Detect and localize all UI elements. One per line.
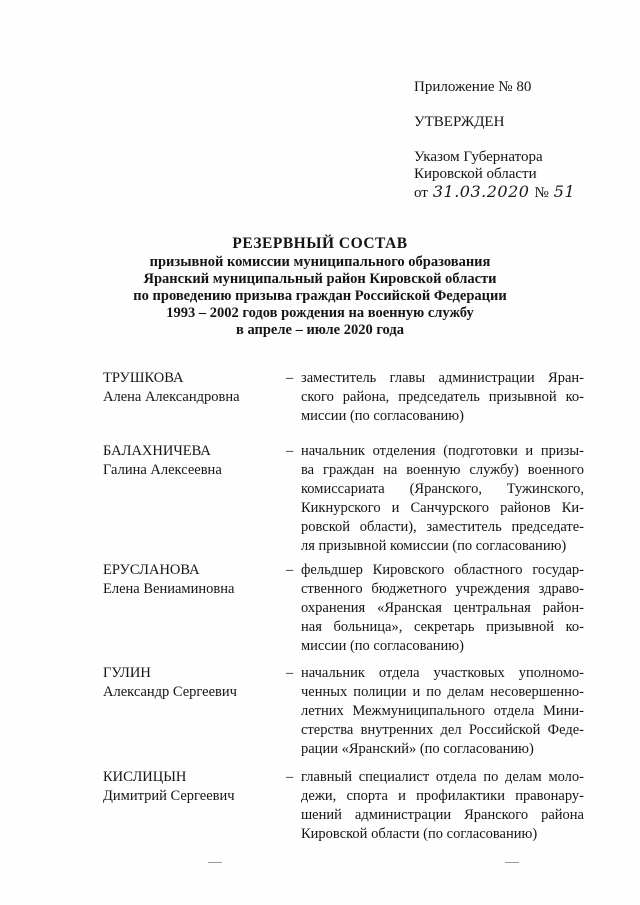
- role-line: главный специалист отдела по делам моло-: [301, 769, 584, 785]
- member-name: [103, 664, 278, 702]
- role-line: ченных полиции и по делам несовершенно-: [301, 684, 584, 700]
- member-dash: –: [286, 443, 294, 459]
- role-line: фельдшер Кировского областного государ-: [301, 562, 584, 578]
- member-surname: ГУЛИН: [103, 665, 151, 681]
- role-line: начальник отделения (подготовки и призы-: [301, 443, 584, 459]
- member-given-names: Елена Вениаминовна: [103, 581, 235, 597]
- appendix-number: Приложение № 80: [414, 79, 532, 95]
- member-name: [103, 442, 278, 480]
- member-given-names: Алена Александровна: [103, 389, 240, 405]
- role-line: летних Межмуниципального отдела Мини-: [301, 703, 584, 719]
- role-line: ва граждан на военную службу) военного: [301, 462, 584, 478]
- member-dash: –: [286, 665, 294, 681]
- role-line: рации «Яранский» (по согласованию): [301, 741, 534, 757]
- member-role: [301, 664, 584, 759]
- title-line-1: призывной комиссии муниципального образования: [149, 254, 491, 270]
- member-given-names: Александр Сергеевич: [103, 684, 237, 700]
- member-name: [103, 768, 278, 806]
- decree-line-2: Кировской области: [414, 166, 537, 182]
- member-name: [103, 369, 278, 407]
- role-line: ля призывной комиссии (по согласованию): [301, 538, 567, 554]
- role-line: Кировской области (по согласованию): [301, 826, 538, 842]
- member-dash: –: [286, 370, 294, 386]
- role-line: шений администрации Яранского района: [301, 807, 584, 823]
- role-line: ная больница», секретарь призывной ко-: [301, 619, 584, 635]
- member-given-names: Димитрий Сергеевич: [103, 788, 235, 804]
- member-dash: –: [286, 769, 294, 785]
- title-main: РЕЗЕРВНЫЙ СОСТАВ: [232, 235, 408, 252]
- approval-header: [414, 79, 624, 202]
- role-line: охранения «Яранская центральная район-: [301, 600, 584, 616]
- member-surname: БАЛАХНИЧЕВА: [103, 443, 211, 459]
- member-name: [103, 561, 278, 599]
- member-given-names: Галина Алексеевна: [103, 462, 222, 478]
- scan-mark: [208, 862, 222, 863]
- member-dash: –: [286, 562, 294, 578]
- decree-line-1: Указом Губернатора: [414, 149, 543, 165]
- role-line: миссии (по согласованию): [301, 638, 464, 654]
- member-role: [301, 768, 584, 844]
- role-line: Кикнурского и Санчурского районов Ки-: [301, 500, 584, 516]
- role-line: дежи, спорта и профилактики правонару-: [301, 788, 584, 804]
- handwritten-number: 51: [553, 182, 576, 201]
- handwritten-date: 31.03.2020: [432, 182, 530, 201]
- role-line: ровской области), заместитель председате-: [301, 519, 584, 535]
- approved-label: УТВЕРЖДЕН: [414, 114, 505, 130]
- role-line: начальник отдела участковых уполномо-: [301, 665, 584, 681]
- title-line-5: в апреле – июле 2020 года: [236, 322, 404, 338]
- decree-date-line: [414, 183, 624, 202]
- member-role: [301, 369, 584, 426]
- role-line: заместитель главы администрации Яран-: [301, 370, 584, 386]
- member-surname: КИСЛИЦЫН: [103, 769, 187, 785]
- title-line-3: по проведению призыва граждан Российской Федерации: [133, 288, 507, 304]
- role-line: миссии (по согласованию): [301, 408, 464, 424]
- title-line-2: Яранский муниципальный район Кировской области: [143, 271, 497, 287]
- number-sign: №: [534, 185, 549, 201]
- member-role: [301, 561, 584, 656]
- role-line: ственного бюджетного учреждения здраво-: [301, 581, 584, 597]
- document-title: [60, 235, 580, 339]
- role-line: ского района, председатель призывной ко-: [301, 389, 584, 405]
- title-line-4: 1993 – 2002 годов рождения на военную службу: [166, 305, 474, 321]
- member-role: [301, 442, 584, 556]
- member-surname: ЕРУСЛАНОВА: [103, 562, 200, 578]
- role-line: комиссариата (Яранского, Тужинского,: [301, 481, 584, 497]
- scan-mark: [505, 862, 519, 863]
- member-surname: ТРУШКОВА: [103, 370, 184, 386]
- date-prefix: от: [414, 185, 428, 201]
- role-line: стерства внутренних дел Российской Феде-: [301, 722, 584, 738]
